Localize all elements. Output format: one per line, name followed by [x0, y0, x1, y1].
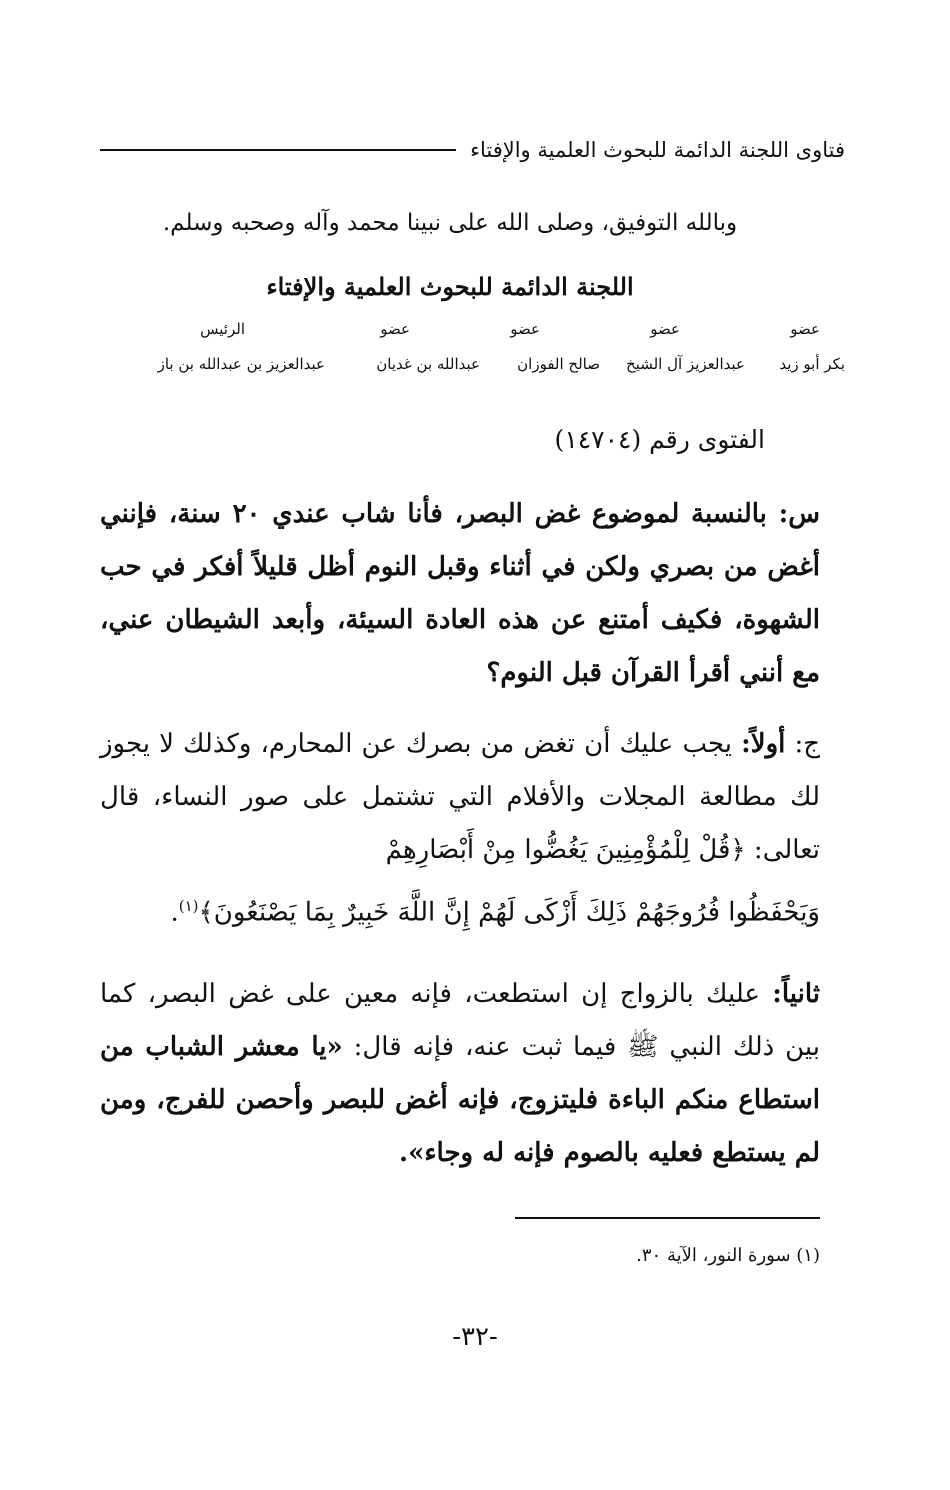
- member-role: عضو: [790, 320, 820, 338]
- answer-second: [100, 968, 820, 1180]
- member-role: عضو: [510, 320, 540, 338]
- footnote-rule: [515, 1217, 820, 1219]
- first-text: يجب عليك أن تغض من بصرك عن المحارم، وكذلك لا يجوز لك مطالعة المجلات والأفلام التي تشتمل على صور النساء، قال تعالى: ﴿قُلْ لِلْمُؤْمِنِينَ يَغُضُّوا مِنْ أَبْصَارِهِمْ: [100, 729, 820, 865]
- verse-end: .: [170, 897, 179, 928]
- closing-line: وبالله التوفيق، وصلى الله على نبينا محمد وآله وصحبه وسلم.: [162, 210, 738, 236]
- member-role: عضو: [380, 320, 410, 338]
- footnote: (١) سورة النور، الآية ٣٠.: [636, 1245, 820, 1266]
- running-header: [100, 130, 845, 170]
- question-text: س: بالنسبة لموضوع غض البصر، فأنا شاب عندي ٢٠ سنة، فإنني أغض من بصري ولكن في أثناء وقبل النوم أظل قليلاً أفكر في حب الشهوة، فكيف أمتنع عن هذه العادة السيئة، وأبعد الشيطان عني، مع أنني أقرأ القرآن قبل النوم؟: [100, 499, 821, 688]
- committee-names: [100, 355, 845, 381]
- page-number: -٣٢-: [452, 1322, 498, 1352]
- hadith-text: «يا معشر الشباب من استطاع منكم الباءة فليتزوج، فإنه أغض للبصر وأحصن للفرج، ومن لم يستطع فعليه بالصوم فإنه له وجاء».: [100, 1032, 820, 1168]
- second-label: ثانياً:: [772, 979, 820, 1009]
- president-role: الرئيس: [200, 320, 245, 338]
- member-name: عبدالله بن غديان: [376, 355, 480, 373]
- footnote-marker: (١): [178, 897, 199, 915]
- running-title: فتاوى اللجنة الدائمة للبحوث العلمية والإفتاء: [470, 138, 845, 162]
- president-name: عبدالعزيز بن عبدالله بن باز: [157, 355, 325, 373]
- member-name: عبدالعزيز آل الشيخ: [626, 355, 745, 373]
- fatwa-number: الفتوى رقم (١٤٧٠٤): [554, 425, 765, 454]
- committee-title: اللجنة الدائمة للبحوث العلمية والإفتاء: [266, 272, 634, 301]
- answer-first: [100, 718, 820, 877]
- answer-prefix: ج:: [794, 729, 820, 759]
- member-name: بكر أبو زيد: [779, 355, 845, 373]
- second-text: عليك بالزواج إن استطعت، فإنه معين على غض البصر، كما بين ذلك النبي ﷺ فيما ثبت عنه، فإنه قال:: [100, 979, 820, 1062]
- quran-verse-line: [100, 880, 820, 940]
- quran-continuation: وَيَحْفَظُوا فُرُوجَهُمْ ذَلِكَ أَزْكَى لَهُمْ إِنَّ اللَّهَ خَبِيرٌ بِمَا يَصْنَعُونَ﴾: [198, 897, 820, 928]
- header-rule: [100, 149, 456, 151]
- first-label: أولاً:: [741, 729, 786, 759]
- committee-roles: [100, 320, 845, 346]
- member-role: عضو: [650, 320, 680, 338]
- member-name: صالح الفوزان: [517, 355, 600, 373]
